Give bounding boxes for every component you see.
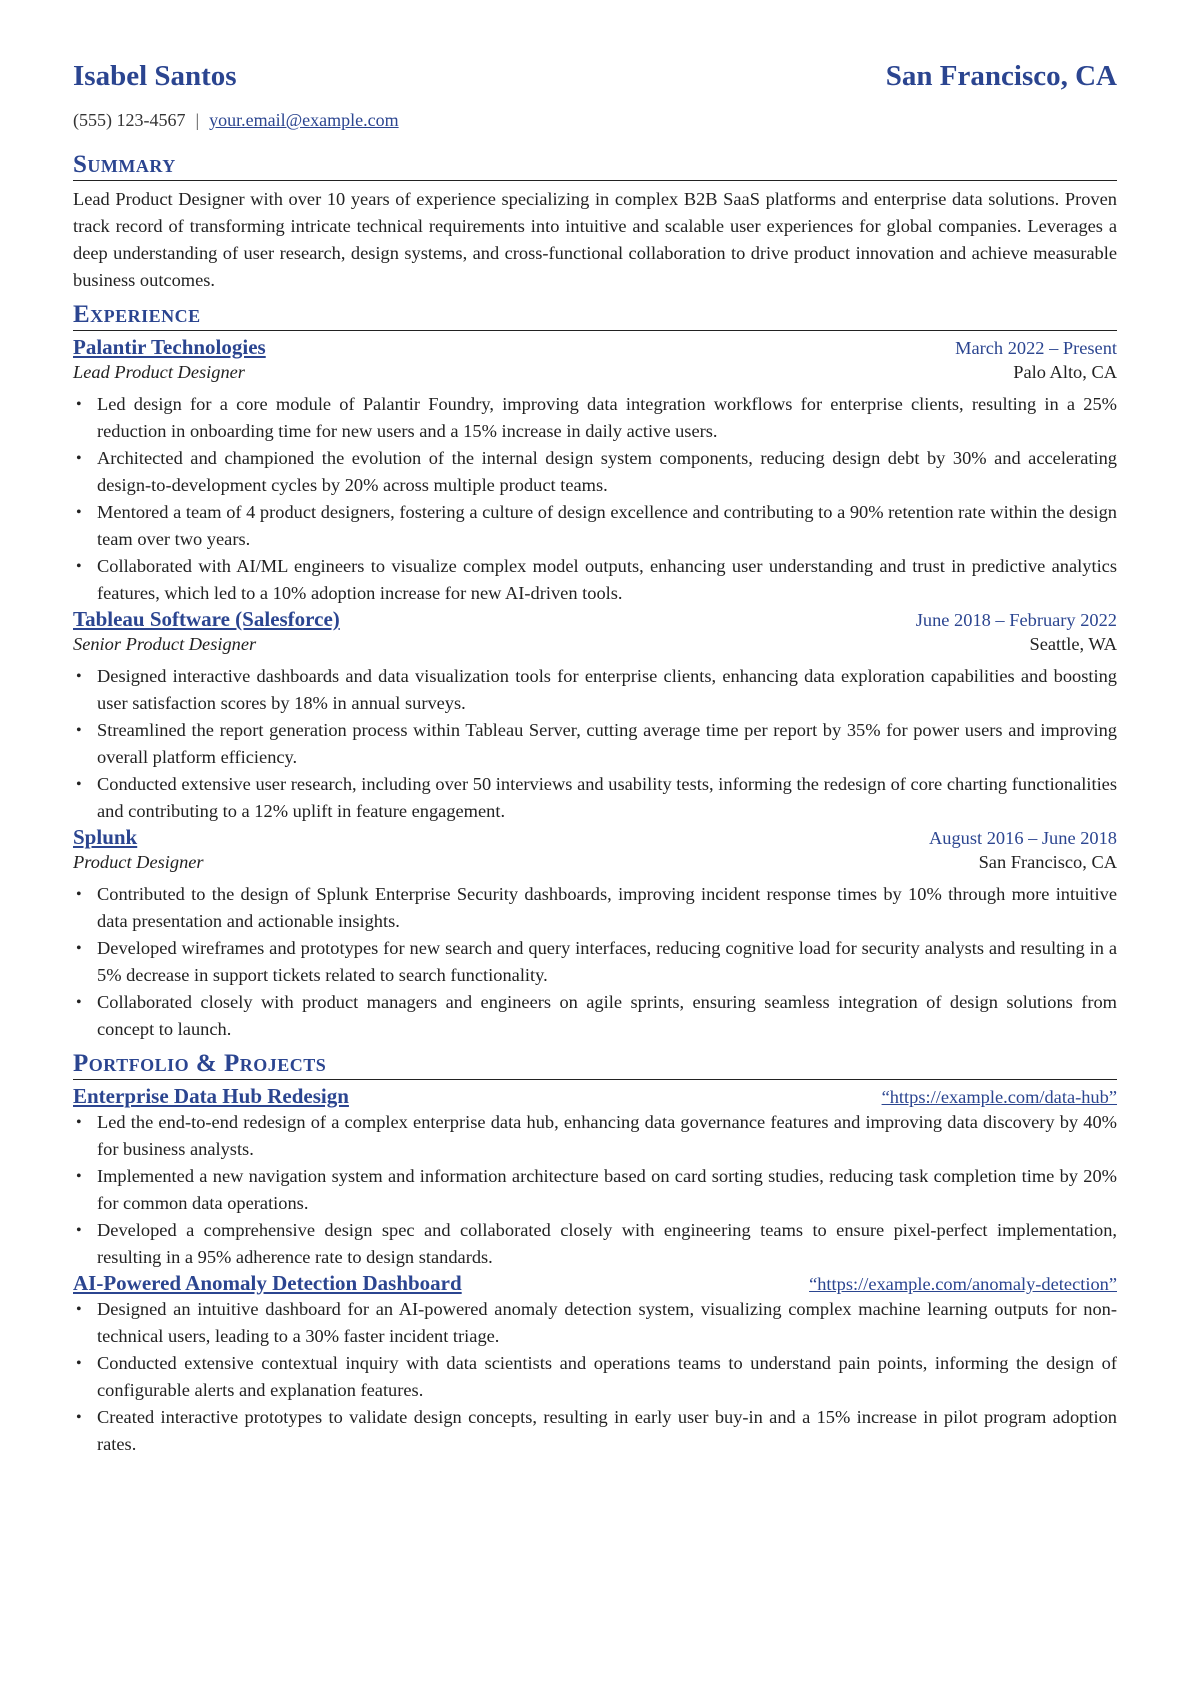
project-header [73, 1084, 1117, 1109]
list-item: • Streamlined the report generation process within Tableau Server, cutting average time per report by 35% for power users and improving overall platform efficiency. [97, 717, 1117, 771]
list-item: • Collaborated with AI/ML engineers to visualize complex model outputs, enhancing user understanding and trust in predictive analytics features, which led to a 10% adoption increase for new AI-driven tools. [97, 553, 1117, 607]
experience-header [73, 825, 1117, 850]
company-name[interactable]: Tableau Software (Salesforce) [73, 607, 340, 631]
job-title: Product Designer [73, 852, 204, 872]
bullet-list [73, 881, 1117, 1043]
list-item: • Developed a comprehensive design spec and collaborated closely with engineering teams to ensure pixel-perfect implementation, resulting in a 95% adherence rate to design standards. [97, 1217, 1117, 1271]
list-item: • Contributed to the design of Splunk Enterprise Security dashboards, improving incident response times by 10% through more intuitive data presentation and actionable insights. [97, 881, 1117, 935]
experience-entry [73, 825, 1117, 1043]
project-entry [73, 1271, 1117, 1458]
experience-subheader [73, 852, 1117, 873]
project-header [73, 1271, 1117, 1296]
list-item: • Designed interactive dashboards and data visualization tools for enterprise clients, enhancing data exploration capabilities and boosting user satisfaction scores by 18% in annual surveys. [97, 663, 1117, 717]
experience-entry [73, 607, 1117, 825]
bullet-list [73, 1109, 1117, 1271]
summary-text: Lead Product Designer with over 10 years of experience specializing in complex B2B SaaS platforms and enterprise data solutions. Proven track record of transforming intricate technical requirements into intuitive and scalable user experiences for global companies. Leverages a deep understanding of user research, design systems, and cross-functional collaboration to drive product innovation and achieve measurable business outcomes. [73, 189, 1117, 290]
list-item: • Led the end-to-end redesign of a complex enterprise data hub, enhancing data governance features and improving data discovery by 40% for business analysts. [97, 1109, 1117, 1163]
project-title[interactable]: AI-Powered Anomaly Detection Dashboard [73, 1271, 462, 1295]
list-item: • Mentored a team of 4 product designers, fostering a culture of design excellence and contributing to a 90% retention rate within the design team over two years. [97, 499, 1117, 553]
job-location: Seattle, WA [1029, 634, 1117, 654]
employment-dates: March 2022 – Present [955, 338, 1117, 358]
experience-subheader [73, 362, 1117, 383]
job-title: Senior Product Designer [73, 634, 257, 654]
list-item: • Collaborated closely with product managers and engineers on agile sprints, ensuring seamless integration of design solutions from concept to launch. [97, 989, 1117, 1043]
bullet-list [73, 1296, 1117, 1458]
list-item: • Led design for a core module of Palantir Foundry, improving data integration workflows for enterprise clients, resulting in a 25% reduction in onboarding time for new users and a 15% increase in daily active users. [97, 391, 1117, 445]
contact-separator: | [195, 110, 200, 130]
experience-entry [73, 335, 1117, 607]
header [73, 60, 1117, 104]
list-item: • Conducted extensive contextual inquiry with data scientists and operations teams to understand pain points, informing the design of configurable alerts and explanation features. [97, 1350, 1117, 1404]
section-title-summary: Summary [73, 150, 1117, 181]
phone: (555) 123-4567 [73, 110, 186, 130]
project-link[interactable]: “https://example.com/data-hub” [881, 1087, 1117, 1107]
section-title-projects: Portfolio & Projects [73, 1049, 1117, 1080]
contact-line [73, 110, 1117, 136]
experience-header [73, 607, 1117, 632]
list-item: • Developed wireframes and prototypes for new search and query interfaces, reducing cognitive load for security analysts and resulting in a 5% decrease in support tickets related to search functionality. [97, 935, 1117, 989]
list-item: • Implemented a new navigation system and information architecture based on card sorting studies, reducing task completion time by 20% for common data operations. [97, 1163, 1117, 1217]
list-item: • Created interactive prototypes to validate design concepts, resulting in early user buy-in and a 15% increase in pilot program adoption rates. [97, 1404, 1117, 1458]
company-name[interactable]: Splunk [73, 825, 138, 849]
candidate-name: Isabel Santos [73, 60, 237, 92]
project-link[interactable]: “https://example.com/anomaly-detection” [809, 1274, 1117, 1294]
job-location: San Francisco, CA [978, 852, 1117, 872]
employment-dates: August 2016 – June 2018 [929, 828, 1117, 848]
company-name[interactable]: Palantir Technologies [73, 335, 266, 359]
list-item: • Designed an intuitive dashboard for an AI-powered anomaly detection system, visualizing complex machine learning outputs for non-technical users, leading to a 30% faster incident triage. [97, 1296, 1117, 1350]
list-item: • Conducted extensive user research, including over 50 interviews and usability tests, informing the redesign of core charting functionalities and contributing to a 12% uplift in feature engagement. [97, 771, 1117, 825]
bullet-list [73, 391, 1117, 607]
job-location: Palo Alto, CA [1013, 362, 1117, 382]
section-title-experience: Experience [73, 300, 1117, 331]
experience-header [73, 335, 1117, 360]
list-item: • Architected and championed the evolution of the internal design system components, reducing design debt by 30% and accelerating design-to-development cycles by 20% across multiple product teams. [97, 445, 1117, 499]
job-title: Lead Product Designer [73, 362, 245, 382]
candidate-location: San Francisco, CA [885, 60, 1117, 92]
email-link[interactable]: your.email@example.com [209, 110, 399, 130]
bullet-list [73, 663, 1117, 825]
employment-dates: June 2018 – February 2022 [915, 610, 1117, 630]
experience-subheader [73, 634, 1117, 655]
project-entry [73, 1084, 1117, 1271]
project-title[interactable]: Enterprise Data Hub Redesign [73, 1084, 349, 1108]
